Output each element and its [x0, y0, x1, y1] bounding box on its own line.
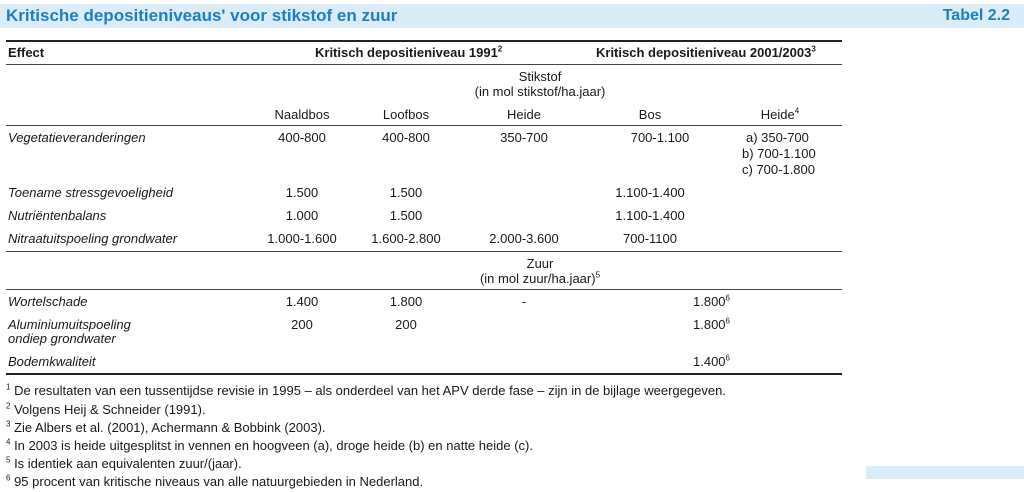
row-label: Aluminiumuitspoeling [8, 317, 131, 332]
effect-header: Effect [8, 45, 45, 60]
row-label: Nutriëntenbalans [8, 208, 107, 223]
footnote: $^5$ Is identiek aan equivalenten zuur/(jaar). [6, 455, 242, 471]
top-rule [6, 40, 842, 42]
table-title: Kritische depositieniveaus' voor stikstof en zuur [6, 6, 398, 25]
footnote: $^2$ Volgens Heij & Schneider (1991). [6, 401, 206, 417]
row-label: Toename stressgevoeligheid [8, 185, 174, 200]
subheader-loofbos: Loofbos [382, 107, 430, 122]
table-cell: - [521, 294, 527, 309]
table-cell: 200 [395, 317, 417, 332]
stikstof-unit: (in mol stikstof/ha.jaar) [474, 84, 606, 99]
header-2001: Kritisch depositieniveau 2001/2003$^3$ [596, 44, 816, 60]
table-cell: 1.100-1.400 [615, 185, 685, 200]
table-cell: 2.000-3.600 [489, 231, 559, 246]
subheader-naaldbos: Naaldbos [274, 107, 330, 122]
table-cell: 200 [291, 317, 313, 332]
table-cell: 1.500 [285, 185, 319, 200]
bottom-rule [6, 373, 842, 375]
subheader-heide-2003: Heide$^4$ [760, 106, 800, 122]
header-rule [6, 64, 842, 65]
table-number: Tabel 2.2 [942, 7, 1010, 24]
row-label: Vegetatieveranderingen [8, 130, 146, 145]
zuur-label: Zuur [526, 256, 554, 271]
row-label: ondiep grondwater [8, 331, 116, 346]
subheader-heide: Heide [507, 107, 541, 122]
side-decoration-bar [866, 466, 1024, 479]
table-cell: 1.000 [285, 208, 319, 223]
table-cell: 1.800 [389, 294, 423, 309]
row-label: Nitraatuitspoeling grondwater [8, 231, 178, 246]
table-cell: 350-700 [500, 130, 548, 145]
header-1991: Kritisch depositieniveau 1991$^2$ [315, 44, 503, 60]
row-label: Wortelschade [8, 294, 88, 309]
zuur-rule [6, 289, 842, 290]
section-rule [6, 251, 842, 252]
table-cell: 1.800$^6$ [693, 293, 730, 309]
table-cell: 1.800$^6$ [693, 316, 730, 332]
table-cell: c) 700-1.800 [742, 162, 815, 177]
table-cell: a) 350-700 [746, 130, 809, 145]
subheader-rule [6, 125, 842, 126]
table-cell: 700-1100 [623, 231, 677, 246]
footnote: $^6$ 95 procent van kritische niveaus van alle natuurgebieden in Nederland. [6, 473, 424, 489]
table-cell: 1.000-1.600 [267, 231, 337, 246]
table-cell: 1.100-1.400 [615, 208, 685, 223]
table-cell: 1.400$^6$ [693, 353, 730, 369]
footnote: $^3$ Zie Albers et al. (2001), Achermann & Bobbink (2003). [6, 419, 326, 435]
table-cell: 1.600-2.800 [371, 231, 441, 246]
subheader-bos: Bos [638, 107, 662, 122]
stikstof-label: Stikstof [518, 69, 562, 84]
table-cell: 700-1.100 [630, 130, 690, 145]
footnote: $^1$ De resultaten van een tussentijdse revisie in 1995 – als onderdeel van het APV derde fase – zijn in de bijlage weergegeven. [6, 382, 726, 398]
table-cell: 1.500 [389, 208, 423, 223]
row-label: Bodemkwaliteit [8, 354, 96, 369]
table-cell: b) 700-1.100 [742, 146, 816, 161]
zuur-unit: (in mol zuur/ha.jaar)$^5$ [479, 270, 601, 286]
footnote: $^4$ In 2003 is heide uitgesplitst in vennen en hoogveen (a), droge heide (b) en natte heide (c). [6, 437, 533, 453]
table-cell: 400-800 [278, 130, 326, 145]
table-cell: 1.500 [389, 185, 423, 200]
table-cell: 400-800 [382, 130, 430, 145]
table-cell: 1.400 [285, 294, 319, 309]
